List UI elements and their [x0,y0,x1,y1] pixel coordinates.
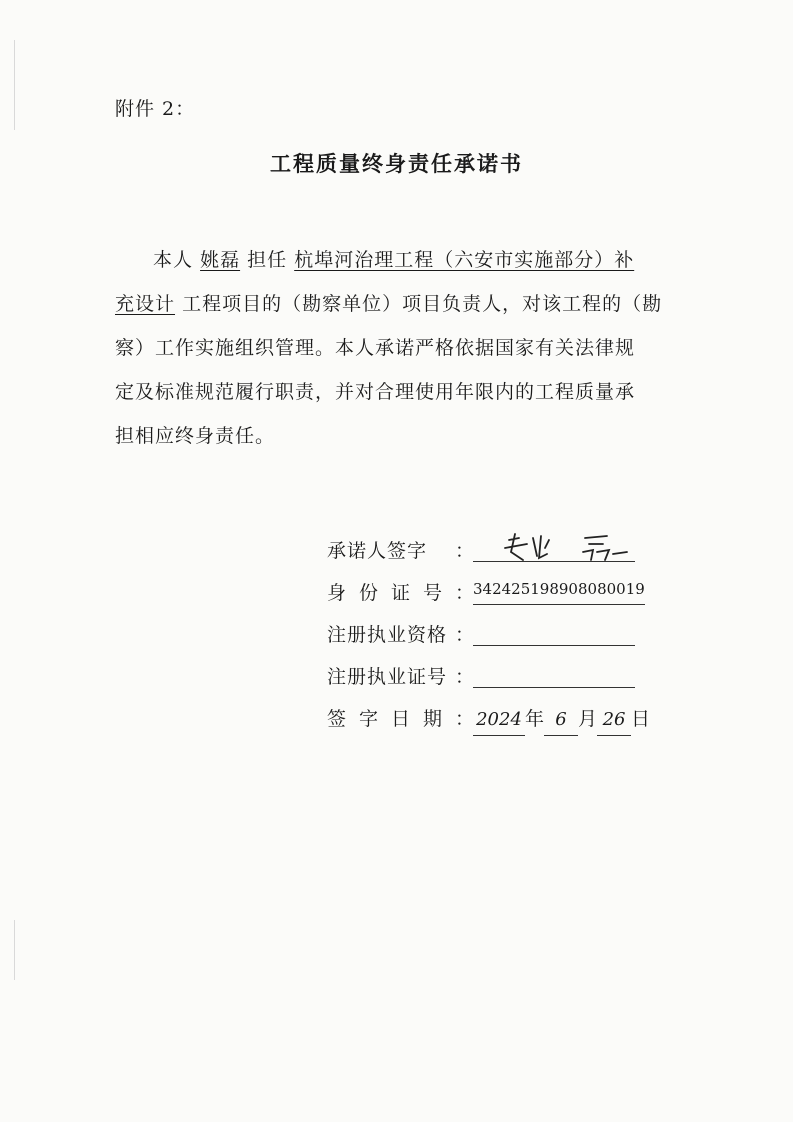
responsible-person-name: 姚磊 [200,249,241,271]
id-label: 身份证号 [327,582,456,604]
date-label: 签字日期 [327,708,456,730]
attachment-label: 附件 2： [115,98,196,120]
document-title: 工程质量终身责任承诺书 [270,152,523,176]
handwritten-signature [497,530,647,566]
qualification-label: 注册执业资格 [327,624,448,646]
id-number: 342425198908080019 [473,574,645,605]
paragraph-line-1: 本人 姚磊 担任 杭埠河治理工程（六安市实施部分）补 [153,249,635,271]
date-row: 签字日期 ： 2024 年 6 月 26 日 [327,698,657,740]
certificate-field [473,687,635,688]
signer-label: 承诺人签字 [327,540,428,562]
qualification-row: 注册执业资格 ： [327,614,657,656]
signature-block [327,530,657,740]
project-name-part2: 充设计 [115,293,176,315]
commitment-paragraph [115,238,685,458]
date-month: 6 [544,705,578,736]
scan-artifact [14,920,15,980]
paragraph-line-4: 定及标准规范履行职责，并对合理使用年限内的工程质量承 [115,381,636,403]
certificate-label: 注册执业证号 [327,666,448,688]
project-name-part1: 杭埠河治理工程（六安市实施部分）补 [294,249,635,271]
certificate-row: 注册执业证号 ： [327,656,657,698]
signer-row: 承诺人签字 ： [327,530,657,572]
paragraph-line-5: 担相应终身责任。 [115,425,276,447]
paragraph-line-2: 充设计 工程项目的（勘察单位）项目负责人，对该工程的（勘 [115,293,663,315]
qualification-field [473,645,635,646]
scan-artifact [14,40,15,130]
id-row: 身份证号 ： 342425198908080019 [327,572,657,614]
date-year: 2024 [473,705,525,736]
sign-date: 2024 年 6 月 26 日 [473,698,650,740]
date-day: 26 [597,705,631,736]
paragraph-line-3: 察）工作实施组织管理。本人承诺严格依据国家有关法律规 [115,337,636,359]
